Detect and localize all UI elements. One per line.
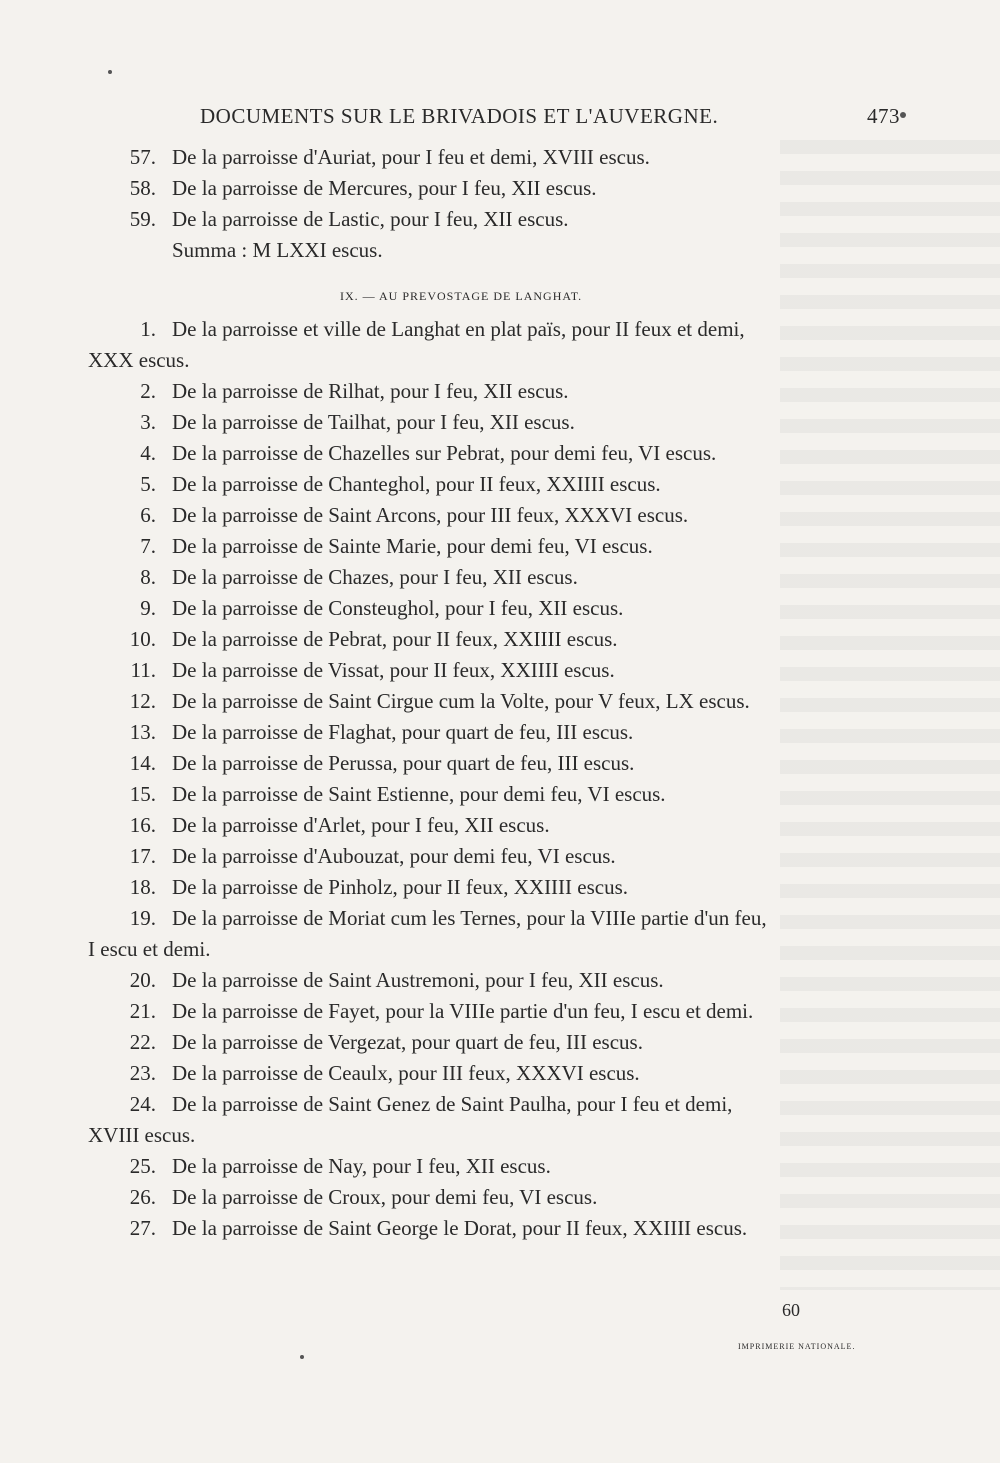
entry-text: De la parroisse de Rilhat, pour I feu, XII escus. xyxy=(172,379,569,403)
speck xyxy=(900,112,906,118)
entry-text: De la parroisse de Vergezat, pour quart de feu, III escus. xyxy=(172,1030,643,1054)
entry-number: 5. xyxy=(140,472,156,496)
entry-number: 57. xyxy=(129,145,156,169)
entry-number: 14. xyxy=(129,751,156,775)
entry-continuation xyxy=(0,1120,1000,1151)
entry-text: De la parroisse de Tailhat, pour I feu, XII escus. xyxy=(172,410,575,434)
entry-text: De la parroisse de Saint Genez de Saint Paulha, pour I feu et demi, xyxy=(172,1092,733,1116)
entry-line xyxy=(0,1213,1000,1244)
entry-line xyxy=(0,531,1000,562)
entry-line xyxy=(0,1151,1000,1182)
entry-text: IX. — AU PREVOSTAGE DE LANGHAT. xyxy=(340,289,583,303)
signature-mark: 60 xyxy=(782,1300,800,1320)
entry-line xyxy=(0,624,1000,655)
entry-text: De la parroisse de Ceaulx, pour III feux, XXXVI escus. xyxy=(172,1061,640,1085)
entry-line xyxy=(0,438,1000,469)
speck xyxy=(108,70,112,74)
entry-text: De la parroisse d'Auriat, pour I feu et demi, XVIII escus. xyxy=(172,145,650,169)
entry-list xyxy=(0,142,1000,1244)
entry-number: 27. xyxy=(129,1216,156,1240)
entry-number: 19. xyxy=(129,906,156,930)
entry-text: De la parroisse de Perussa, pour quart de feu, III escus. xyxy=(172,751,635,775)
entry-line xyxy=(0,1089,1000,1120)
entry-line xyxy=(0,314,1000,345)
entry-text: De la parroisse de Lastic, pour I feu, XII escus. xyxy=(172,207,569,231)
entry-number: 15. xyxy=(129,782,156,806)
entry-line xyxy=(0,407,1000,438)
entry-text: De la parroisse de Moriat cum les Ternes, pour la VIIIe partie d'un feu, xyxy=(172,906,767,930)
entry-text: De la parroisse de Sainte Marie, pour demi feu, VI escus. xyxy=(172,534,653,558)
entry-number: 13. xyxy=(129,720,156,744)
entry-text: I escu et demi. xyxy=(88,937,211,961)
running-title: DOCUMENTS SUR LE BRIVADOIS ET L'AUVERGNE. xyxy=(200,104,719,128)
printer-imprint: IMPRIMERIE NATIONALE. xyxy=(738,1342,856,1351)
running-header xyxy=(200,104,900,138)
entry-text: De la parroisse et ville de Langhat en plat païs, pour II feux et demi, xyxy=(172,317,745,341)
entry-line xyxy=(0,810,1000,841)
entry-text: De la parroisse de Vissat, pour II feux, XXIIII escus. xyxy=(172,658,615,682)
entry-line xyxy=(0,1058,1000,1089)
entry-text: De la parroisse de Flaghat, pour quart de feu, III escus. xyxy=(172,720,634,744)
entry-number: 8. xyxy=(140,565,156,589)
entry-number: 59. xyxy=(129,207,156,231)
entry-text: De la parroisse de Saint Arcons, pour III feux, XXXVI escus. xyxy=(172,503,689,527)
summa-line xyxy=(0,235,1000,266)
entry-line xyxy=(0,686,1000,717)
entry-line xyxy=(0,142,1000,173)
entry-number: 23. xyxy=(129,1061,156,1085)
entry-line xyxy=(0,469,1000,500)
entry-line xyxy=(0,1182,1000,1213)
entry-text: XVIII escus. xyxy=(88,1123,196,1147)
entry-text: De la parroisse de Saint Estienne, pour demi feu, VI escus. xyxy=(172,782,666,806)
entry-line xyxy=(0,562,1000,593)
entry-continuation xyxy=(0,934,1000,965)
entry-line xyxy=(0,376,1000,407)
entry-number: 21. xyxy=(129,999,156,1023)
entry-text: Summa : M LXXI escus. xyxy=(172,238,383,262)
entry-number: 3. xyxy=(140,410,156,434)
entry-line xyxy=(0,872,1000,903)
entry-number: 17. xyxy=(129,844,156,868)
page-number: 473 xyxy=(867,104,900,128)
entry-text: De la parroisse de Nay, pour I feu, XII escus. xyxy=(172,1154,551,1178)
entry-text: De la parroisse de Chazelles sur Pebrat, pour demi feu, VI escus. xyxy=(172,441,717,465)
entry-number: 2. xyxy=(140,379,156,403)
entry-text: De la parroisse d'Aubouzat, pour demi feu, VI escus. xyxy=(172,844,616,868)
entry-line xyxy=(0,965,1000,996)
entry-number: 10. xyxy=(129,627,156,651)
entry-number: 58. xyxy=(129,176,156,200)
entry-text: De la parroisse de Fayet, pour la VIIIe partie d'un feu, I escu et demi. xyxy=(172,999,754,1023)
entry-number: 4. xyxy=(140,441,156,465)
entry-line xyxy=(0,996,1000,1027)
entry-line xyxy=(0,779,1000,810)
entry-line xyxy=(0,748,1000,779)
entry-number: 26. xyxy=(129,1185,156,1209)
entry-line xyxy=(0,593,1000,624)
entry-line xyxy=(0,655,1000,686)
entry-text: De la parroisse de Saint Cirgue cum la Volte, pour V feux, LX escus. xyxy=(172,689,750,713)
entry-number: 25. xyxy=(129,1154,156,1178)
entry-text: De la parroisse de Pebrat, pour II feux, XXIIII escus. xyxy=(172,627,618,651)
entry-text: De la parroisse de Chanteghol, pour II feux, XXIIII escus. xyxy=(172,472,661,496)
entry-line xyxy=(0,173,1000,204)
entry-text: De la parroisse de Pinholz, pour II feux, XXIIII escus. xyxy=(172,875,629,899)
entry-text: De la parroisse de Consteughol, pour I feu, XII escus. xyxy=(172,596,624,620)
entry-text: De la parroisse de Saint George le Dorat, pour II feux, XXIIII escus. xyxy=(172,1216,748,1240)
entry-number: 9. xyxy=(140,596,156,620)
entry-number: 12. xyxy=(129,689,156,713)
entry-line xyxy=(0,204,1000,235)
entry-number: 11. xyxy=(130,658,156,682)
entry-text: XXX escus. xyxy=(88,348,190,372)
entry-number: 18. xyxy=(129,875,156,899)
entry-line xyxy=(0,903,1000,934)
entry-number: 22. xyxy=(129,1030,156,1054)
entry-text: De la parroisse de Chazes, pour I feu, XII escus. xyxy=(172,565,578,589)
entry-number: 7. xyxy=(140,534,156,558)
entry-text: De la parroisse de Mercures, pour I feu, XII escus. xyxy=(172,176,597,200)
entry-text: De la parroisse de Croux, pour demi feu, VI escus. xyxy=(172,1185,598,1209)
speck xyxy=(300,1355,304,1359)
entry-line xyxy=(0,841,1000,872)
entry-number: 1. xyxy=(140,317,156,341)
entry-line xyxy=(0,1027,1000,1058)
entry-line xyxy=(0,500,1000,531)
entry-line xyxy=(0,717,1000,748)
entry-number: 6. xyxy=(140,503,156,527)
entry-number: 24. xyxy=(129,1092,156,1116)
entry-continuation xyxy=(0,345,1000,376)
entry-number: 20. xyxy=(129,968,156,992)
entry-text: De la parroisse d'Arlet, pour I feu, XII escus. xyxy=(172,813,550,837)
entry-text: De la parroisse de Saint Austremoni, pour I feu, XII escus. xyxy=(172,968,664,992)
entry-number: 16. xyxy=(129,813,156,837)
section-heading xyxy=(0,266,1000,314)
